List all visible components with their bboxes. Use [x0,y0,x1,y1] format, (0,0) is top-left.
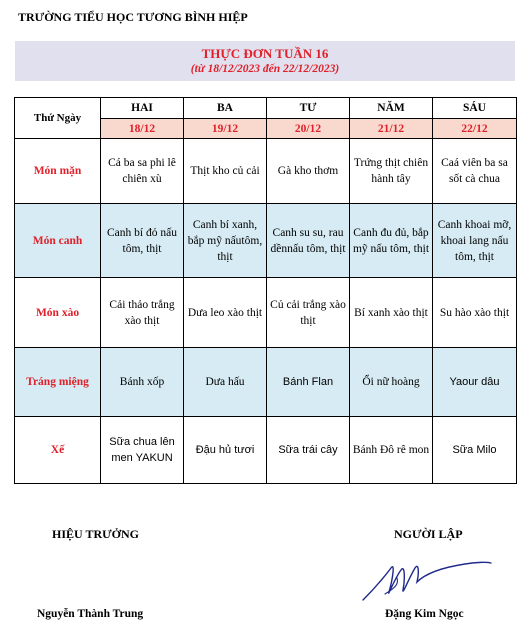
menu-cell: Sữa Milo [433,417,517,484]
menu-cell: Cải thảo trắng xào thịt [101,278,184,348]
menu-cell: Caá viên ba sa sốt cà chua [433,139,517,204]
menu-cell: Canh bí đỏ nấu tôm, thịt [101,204,184,278]
menu-title-banner [15,41,515,81]
day-date: 21/12 [350,119,433,139]
menu-cell: Thịt kho củ cải [184,139,267,204]
table-row-main-dish [15,139,517,204]
preparer-title: NGƯỜI LẬP [394,527,463,541]
menu-cell: Canh đu đủ, bắp mỹ nấu tôm, thịt [350,204,433,278]
menu-cell: Sữa chua lên men YAKUN [101,417,184,484]
corner-label: Thứ Ngày [15,98,101,139]
day-date: 18/12 [101,119,184,139]
day-date: 22/12 [433,119,517,139]
menu-cell: Củ cải trắng xào thịt [267,278,350,348]
menu-cell: Đậu hủ tươi [184,417,267,484]
table-row-snack [15,417,517,484]
menu-date-range: (từ 18/12/2023 đến 22/12/2023) [190,63,340,75]
menu-cell: Canh khoai mỡ, khoai lang nấu tôm, thịt [433,204,517,278]
menu-cell: Dưa leo xào thịt [184,278,267,348]
day-date: 20/12 [267,119,350,139]
menu-cell: Su hào xào thịt [433,278,517,348]
menu-cell: Canh su su, rau dềnnấu tôm, thịt [267,204,350,278]
row-label: Món mặn [15,139,101,204]
table-row-soup [15,204,517,278]
menu-cell: Bánh Đô rê mon [350,417,433,484]
menu-cell: Canh bí xanh, bắp mỹ nấutôm, thịt [184,204,267,278]
day-name: BA [184,98,267,119]
row-label: Xế [15,417,101,484]
table-row-dessert [15,348,517,417]
row-label: Tráng miệng [15,348,101,417]
menu-title: THỰC ĐƠN TUẦN 16 [201,46,329,61]
row-label: Món canh [15,204,101,278]
menu-cell: Bánh xốp [101,348,184,417]
day-header-row [15,98,517,119]
day-date: 19/12 [184,119,267,139]
menu-cell: Dưa hấu [184,348,267,417]
principal-title: HIỆU TRƯỞNG [52,527,140,541]
day-name: HAI [101,98,184,119]
row-label: Món xào [15,278,101,348]
menu-cell: Cá ba sa phi lê chiên xù [101,139,184,204]
handwritten-signature [355,548,495,608]
menu-cell: Bí xanh xào thịt [350,278,433,348]
preparer-name: Đặng Kim Ngọc [385,608,464,620]
school-name: TRƯỜNG TIỂU HỌC TƯƠNG BÌNH HIỆP [18,10,248,24]
menu-cell: Trứng thịt chiên hành tây [350,139,433,204]
day-name: NĂM [350,98,433,119]
table-row-stir-fry [15,278,517,348]
day-name: TƯ [267,98,350,119]
menu-cell: Ổi nữ hoàng [350,348,433,417]
menu-cell: Bánh Flan [267,348,350,417]
weekly-menu-table [14,97,517,484]
menu-cell: Yaour dâu [433,348,517,417]
menu-cell: Sữa trái cây [267,417,350,484]
menu-cell: Gà kho thơm [267,139,350,204]
day-name: SÁU [433,98,517,119]
principal-name: Nguyễn Thành Trung [37,608,144,620]
